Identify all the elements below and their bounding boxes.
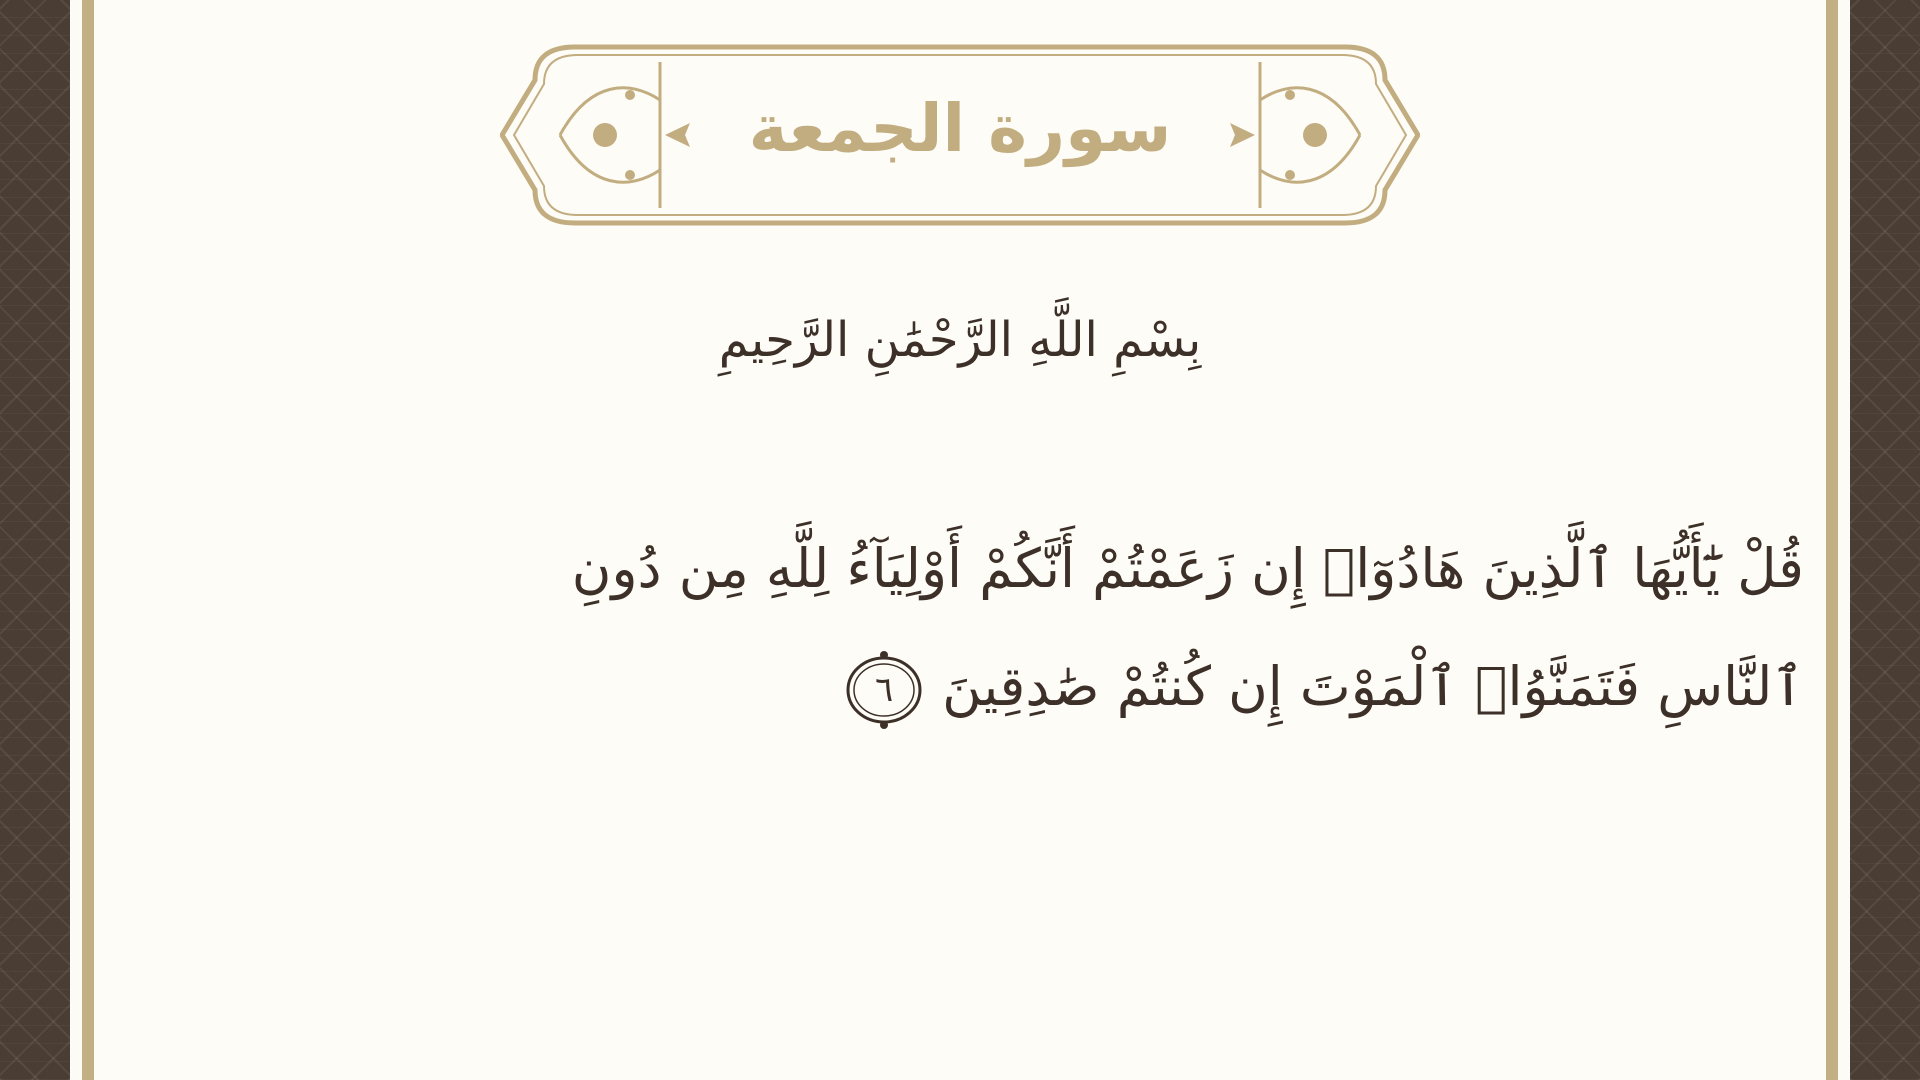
surah-title: سورة الجمعة — [748, 90, 1172, 167]
basmala: بِسْمِ اللَّهِ الرَّحْمَٰنِ الرَّحِيمِ — [718, 312, 1202, 368]
gold-rule-left — [82, 0, 94, 1080]
surah-header-cartouche — [500, 40, 1420, 230]
decorative-border-right — [1850, 0, 1920, 1080]
verse — [440, 510, 1804, 746]
verse-text: قُلْ يَٰٓأَيُّهَا ٱلَّذِينَ هَادُوٓا۟ إِن زَعَمْتُمْ أَنَّكُمْ أَوْلِيَآءُ لِلَّهِ مِن دُونِ ٱلنَّاسِ فَتَمَنَّوُا۟ ٱلْمَوْتَ إِن كُنتُمْ صَٰدِقِينَ — [571, 537, 1804, 718]
ayah-end-marker — [844, 650, 924, 730]
ayah-number: ٦ — [874, 670, 894, 711]
gold-rule-right — [1826, 0, 1838, 1080]
decorative-border-left — [0, 0, 70, 1080]
